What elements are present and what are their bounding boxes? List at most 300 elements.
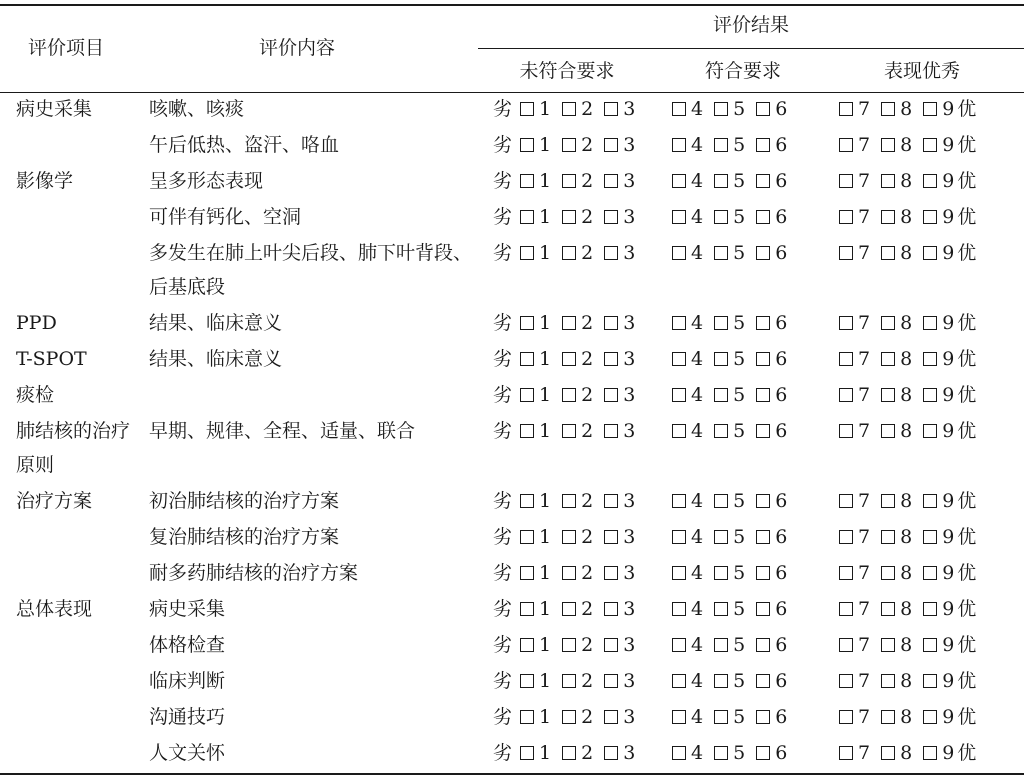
score-checkbox[interactable] [756,388,770,402]
score-checkbox[interactable] [520,638,534,652]
score-checkbox[interactable] [562,424,576,438]
score-number: 4 [691,526,704,548]
score-checkbox[interactable] [923,246,937,260]
scale-low-label: 劣 [493,562,513,584]
score-checkbox[interactable] [756,602,770,616]
score-checkbox[interactable] [562,246,576,260]
score-number: 5 [733,634,746,656]
score-number: 5 [733,562,746,584]
score-number: 3 [623,420,636,442]
score-group-qualified [672,556,787,590]
score-checkbox[interactable] [923,602,937,616]
score-checkbox[interactable] [604,710,618,724]
score-checkbox[interactable] [672,710,686,724]
scale-low-label: 劣 [493,206,513,228]
score-checkbox[interactable] [714,316,728,330]
score-checkbox[interactable] [839,316,853,330]
score-number: 7 [858,312,871,334]
score-checkbox[interactable] [520,102,534,116]
score-number: 7 [858,384,871,406]
score-checkbox[interactable] [672,174,686,188]
score-number: 9 [942,562,955,584]
score-group-qualified [672,592,787,626]
score-checkbox[interactable] [562,746,576,760]
score-number: 6 [775,562,788,584]
score-group-qualified [672,628,787,662]
score-checkbox[interactable] [604,566,618,580]
score-checkbox[interactable] [881,388,895,402]
score-checkbox[interactable] [520,710,534,724]
evaluation-item: 影像学 [16,170,74,192]
score-group-excellent [839,592,976,626]
score-checkbox[interactable] [881,316,895,330]
score-checkbox[interactable] [562,388,576,402]
score-number: 9 [942,670,955,692]
score-checkbox[interactable] [839,174,853,188]
evaluation-content: 多发生在肺上叶尖后段、肺下叶背段、后基底段 [149,242,473,298]
score-checkbox[interactable] [562,210,576,224]
score-checkbox[interactable] [562,674,576,688]
score-number: 2 [581,312,594,334]
score-group-qualified [672,200,787,234]
score-checkbox[interactable] [520,388,534,402]
score-checkbox[interactable] [881,210,895,224]
score-number: 4 [691,562,704,584]
score-checkbox[interactable] [520,210,534,224]
score-number: 2 [581,206,594,228]
score-checkbox[interactable] [520,352,534,366]
score-checkbox[interactable] [714,210,728,224]
evaluation-item: T-SPOT [16,348,87,370]
score-checkbox[interactable] [714,530,728,544]
score-checkbox[interactable] [923,102,937,116]
score-checkbox[interactable] [672,638,686,652]
score-checkbox[interactable] [714,638,728,652]
score-number: 4 [691,134,704,156]
score-checkbox[interactable] [923,388,937,402]
score-checkbox[interactable] [881,494,895,508]
score-checkbox[interactable] [881,352,895,366]
score-checkbox[interactable] [923,138,937,152]
score-checkbox[interactable] [520,674,534,688]
score-number: 9 [942,242,955,264]
score-checkbox[interactable] [839,388,853,402]
score-number: 6 [775,170,788,192]
score-checkbox[interactable] [839,710,853,724]
score-number: 8 [900,384,913,406]
score-number: 1 [539,634,552,656]
score-checkbox[interactable] [604,602,618,616]
score-checkbox[interactable] [923,424,937,438]
score-number: 1 [539,348,552,370]
score-number: 2 [581,134,594,156]
score-number: 7 [858,420,871,442]
score-checkbox[interactable] [923,674,937,688]
score-checkbox[interactable] [714,246,728,260]
header-group-excellent: 表现优秀 [883,60,961,82]
score-checkbox[interactable] [839,102,853,116]
score-number: 2 [581,670,594,692]
score-number: 7 [858,170,871,192]
score-checkbox[interactable] [714,388,728,402]
scale-high-label: 优 [957,384,977,406]
score-checkbox[interactable] [756,246,770,260]
scale-high-label: 优 [957,490,977,512]
score-number: 3 [623,490,636,512]
score-group-excellent [839,378,976,412]
score-checkbox[interactable] [839,530,853,544]
score-checkbox[interactable] [604,246,618,260]
evaluation-content: 咳嗽、咳痰 [149,98,245,120]
score-checkbox[interactable] [839,674,853,688]
score-number: 5 [733,526,746,548]
score-checkbox[interactable] [756,174,770,188]
score-group-excellent [839,92,976,126]
score-checkbox[interactable] [562,710,576,724]
score-checkbox[interactable] [839,638,853,652]
evaluation-content: 临床判断 [149,670,226,692]
score-number: 1 [539,670,552,692]
score-number: 4 [691,206,704,228]
score-checkbox[interactable] [520,424,534,438]
score-checkbox[interactable] [756,674,770,688]
score-checkbox[interactable] [839,746,853,760]
score-group-unqualified [493,164,635,198]
score-checkbox[interactable] [839,494,853,508]
score-checkbox[interactable] [923,530,937,544]
score-checkbox[interactable] [881,638,895,652]
score-checkbox[interactable] [756,494,770,508]
score-checkbox[interactable] [923,210,937,224]
evaluation-item: 病史采集 [16,98,93,120]
score-number: 1 [539,742,552,764]
score-checkbox[interactable] [604,638,618,652]
score-number: 3 [623,562,636,584]
score-checkbox[interactable] [881,138,895,152]
score-checkbox[interactable] [756,210,770,224]
score-checkbox[interactable] [714,566,728,580]
score-checkbox[interactable] [672,388,686,402]
score-number: 5 [733,206,746,228]
score-checkbox[interactable] [756,746,770,760]
score-checkbox[interactable] [604,674,618,688]
score-checkbox[interactable] [923,710,937,724]
score-number: 5 [733,384,746,406]
score-checkbox[interactable] [520,566,534,580]
score-checkbox[interactable] [562,494,576,508]
score-checkbox[interactable] [672,602,686,616]
score-checkbox[interactable] [756,102,770,116]
score-checkbox[interactable] [714,102,728,116]
score-number: 7 [858,742,871,764]
score-number: 9 [942,384,955,406]
score-checkbox[interactable] [604,424,618,438]
score-checkbox[interactable] [756,566,770,580]
score-number: 4 [691,170,704,192]
score-checkbox[interactable] [839,246,853,260]
score-checkbox[interactable] [923,566,937,580]
scale-high-label: 优 [957,312,977,334]
score-checkbox[interactable] [520,246,534,260]
score-checkbox[interactable] [672,316,686,330]
score-number: 9 [942,742,955,764]
score-checkbox[interactable] [881,246,895,260]
score-checkbox[interactable] [672,246,686,260]
score-checkbox[interactable] [672,102,686,116]
score-number: 8 [900,98,913,120]
score-group-excellent [839,164,976,198]
scale-low-label: 劣 [493,98,513,120]
score-checkbox[interactable] [520,174,534,188]
score-group-unqualified [493,736,635,770]
score-number: 6 [775,134,788,156]
score-checkbox[interactable] [604,746,618,760]
score-number: 6 [775,348,788,370]
score-number: 4 [691,742,704,764]
score-checkbox[interactable] [604,530,618,544]
score-checkbox[interactable] [672,674,686,688]
score-checkbox[interactable] [604,494,618,508]
score-checkbox[interactable] [672,746,686,760]
score-number: 4 [691,634,704,656]
score-checkbox[interactable] [672,494,686,508]
score-checkbox[interactable] [839,424,853,438]
score-checkbox[interactable] [604,174,618,188]
score-group-qualified [672,128,787,162]
evaluation-content: 可伴有钙化、空洞 [149,206,302,228]
score-number: 8 [900,170,913,192]
score-number: 9 [942,98,955,120]
score-number: 4 [691,242,704,264]
score-checkbox[interactable] [562,174,576,188]
score-number: 3 [623,312,636,334]
score-checkbox[interactable] [756,424,770,438]
score-checkbox[interactable] [520,602,534,616]
score-number: 7 [858,634,871,656]
score-checkbox[interactable] [672,424,686,438]
score-group-unqualified [493,306,635,340]
score-group-unqualified [493,700,635,734]
score-number: 6 [775,526,788,548]
score-checkbox[interactable] [881,674,895,688]
score-number: 3 [623,134,636,156]
score-group-excellent [839,236,976,270]
score-group-qualified [672,700,787,734]
score-checkbox[interactable] [881,566,895,580]
score-checkbox[interactable] [520,494,534,508]
score-number: 7 [858,348,871,370]
score-checkbox[interactable] [714,174,728,188]
score-checkbox[interactable] [520,746,534,760]
score-number: 8 [900,420,913,442]
score-checkbox[interactable] [756,316,770,330]
score-checkbox[interactable] [604,102,618,116]
score-checkbox[interactable] [923,746,937,760]
score-number: 9 [942,634,955,656]
score-number: 3 [623,98,636,120]
score-checkbox[interactable] [756,530,770,544]
score-checkbox[interactable] [881,530,895,544]
score-checkbox[interactable] [604,316,618,330]
scale-high-label: 优 [957,134,977,156]
score-checkbox[interactable] [562,638,576,652]
score-number: 1 [539,312,552,334]
scale-high-label: 优 [957,670,977,692]
score-group-qualified [672,520,787,554]
score-number: 3 [623,206,636,228]
score-checkbox[interactable] [923,494,937,508]
score-group-qualified [672,484,787,518]
score-number: 2 [581,170,594,192]
scale-high-label: 优 [957,706,977,728]
score-group-qualified [672,236,787,270]
score-checkbox[interactable] [714,138,728,152]
evaluation-content: 体格检查 [149,634,226,656]
score-number: 6 [775,634,788,656]
score-checkbox[interactable] [562,530,576,544]
score-number: 3 [623,598,636,620]
score-checkbox[interactable] [562,602,576,616]
score-number: 5 [733,348,746,370]
score-number: 7 [858,706,871,728]
score-checkbox[interactable] [520,530,534,544]
score-checkbox[interactable] [520,316,534,330]
score-checkbox[interactable] [756,138,770,152]
score-number: 4 [691,348,704,370]
scale-high-label: 优 [957,526,977,548]
score-number: 8 [900,706,913,728]
score-number: 9 [942,206,955,228]
score-number: 9 [942,490,955,512]
score-checkbox[interactable] [923,316,937,330]
score-checkbox[interactable] [839,566,853,580]
score-number: 2 [581,706,594,728]
scale-low-label: 劣 [493,134,513,156]
score-number: 1 [539,562,552,584]
score-checkbox[interactable] [881,602,895,616]
score-checkbox[interactable] [562,102,576,116]
evaluation-content: 早期、规律、全程、适量、联合 [149,420,416,442]
score-checkbox[interactable] [562,138,576,152]
score-checkbox[interactable] [839,352,853,366]
score-checkbox[interactable] [923,352,937,366]
scale-high-label: 优 [957,598,977,620]
score-number: 8 [900,598,913,620]
score-checkbox[interactable] [881,424,895,438]
score-number: 8 [900,742,913,764]
score-checkbox[interactable] [562,352,576,366]
score-number: 1 [539,98,552,120]
score-checkbox[interactable] [839,602,853,616]
score-checkbox[interactable] [672,210,686,224]
score-group-qualified [672,342,787,376]
score-number: 7 [858,98,871,120]
score-checkbox[interactable] [604,388,618,402]
score-group-unqualified [493,378,635,412]
score-checkbox[interactable] [881,746,895,760]
score-number: 1 [539,420,552,442]
score-checkbox[interactable] [756,638,770,652]
scale-high-label: 优 [957,742,977,764]
score-number: 1 [539,134,552,156]
score-group-unqualified [493,414,635,448]
score-group-qualified [672,164,787,198]
score-number: 1 [539,170,552,192]
score-checkbox[interactable] [839,210,853,224]
score-group-excellent [839,200,976,234]
score-group-unqualified [493,484,635,518]
score-number: 4 [691,98,704,120]
score-number: 3 [623,384,636,406]
score-number: 6 [775,670,788,692]
score-number: 4 [691,598,704,620]
scale-high-label: 优 [957,170,977,192]
score-number: 4 [691,670,704,692]
score-checkbox[interactable] [672,138,686,152]
score-checkbox[interactable] [881,174,895,188]
score-checkbox[interactable] [714,352,728,366]
score-checkbox[interactable] [672,352,686,366]
score-checkbox[interactable] [672,566,686,580]
score-checkbox[interactable] [604,138,618,152]
score-checkbox[interactable] [562,566,576,580]
score-number: 5 [733,312,746,334]
score-checkbox[interactable] [881,710,895,724]
score-checkbox[interactable] [714,710,728,724]
score-checkbox[interactable] [604,210,618,224]
evaluation-item: 治疗方案 [16,490,93,512]
score-checkbox[interactable] [714,602,728,616]
score-checkbox[interactable] [714,746,728,760]
score-checkbox[interactable] [839,138,853,152]
score-checkbox[interactable] [672,530,686,544]
evaluation-content: 结果、临床意义 [149,312,283,334]
score-number: 4 [691,312,704,334]
score-checkbox[interactable] [714,424,728,438]
score-checkbox[interactable] [714,674,728,688]
score-checkbox[interactable] [881,102,895,116]
score-number: 5 [733,420,746,442]
score-checkbox[interactable] [923,174,937,188]
score-group-excellent [839,414,976,448]
score-checkbox[interactable] [714,494,728,508]
score-checkbox[interactable] [604,352,618,366]
score-number: 3 [623,634,636,656]
score-number: 6 [775,98,788,120]
score-checkbox[interactable] [562,316,576,330]
score-number: 8 [900,670,913,692]
score-checkbox[interactable] [923,638,937,652]
score-number: 7 [858,670,871,692]
score-number: 2 [581,562,594,584]
scale-low-label: 劣 [493,170,513,192]
evaluation-content: 人文关怀 [149,742,226,764]
score-number: 1 [539,598,552,620]
score-number: 3 [623,670,636,692]
score-number: 4 [691,490,704,512]
table-top-rule [0,4,1024,6]
score-number: 6 [775,598,788,620]
score-number: 3 [623,742,636,764]
score-checkbox[interactable] [756,710,770,724]
score-number: 3 [623,706,636,728]
score-checkbox[interactable] [520,138,534,152]
score-number: 9 [942,134,955,156]
score-checkbox[interactable] [756,352,770,366]
score-number: 2 [581,634,594,656]
score-number: 3 [623,242,636,264]
score-number: 8 [900,312,913,334]
